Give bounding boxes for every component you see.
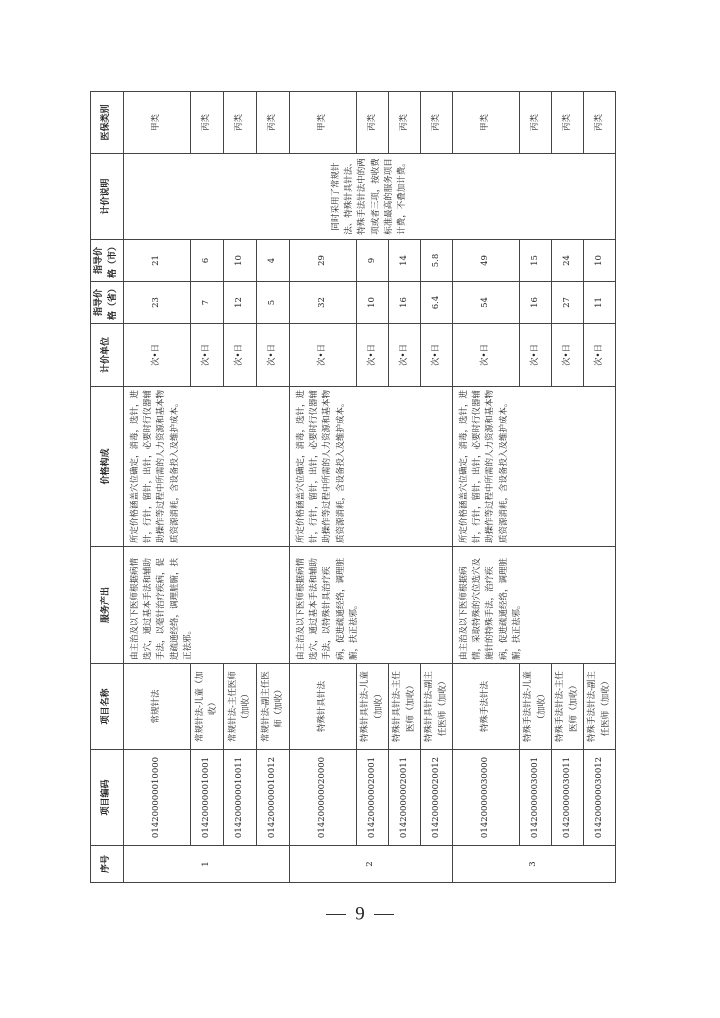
insurance-cell: 丙类 <box>421 92 453 154</box>
insurance-cell: 甲类 <box>453 92 520 154</box>
guide-price-b-cell: 49 <box>453 240 520 282</box>
guide-price-b-cell: 6 <box>191 240 224 282</box>
guide-price-b-cell: 15 <box>520 240 552 282</box>
composition-cell: 所定价格涵盖穴位确定，消毒，选针，进针，行针，留针，出针，必要时行仪器辅助操作等过程中所需的人力资源和基本物质资源消耗，含设备投入及维护成本。 <box>124 387 290 547</box>
code-cell: 014200000030012 <box>584 750 616 846</box>
guide-price-b-cell: 5.8 <box>421 240 453 282</box>
guide-price-a-cell: 5 <box>257 282 290 324</box>
insurance-cell: 丙类 <box>389 92 421 154</box>
code-cell: 014200000020011 <box>389 750 421 846</box>
code-cell: 014200000010000 <box>124 750 191 846</box>
unit-cell: 次•日 <box>191 324 224 387</box>
page-number-right-dash <box>374 914 394 915</box>
guide-price-a-cell: 11 <box>584 282 616 324</box>
code-cell: 014200000020001 <box>357 750 389 846</box>
output-cell: 由主治及以下医师根据病情选穴，通过基本手法和辅助手法，以特殊针具治疗疾病，促进疏通经络，调理脏腑，扶正祛邪。 <box>290 547 453 664</box>
name-cell: 特殊手法针法-儿童（加收） <box>520 664 552 750</box>
name-cell: 常规针法-主任医师（加收） <box>224 664 257 750</box>
header-guide-price-b: 指导价格（市） <box>91 240 124 282</box>
seq-cell: 3 <box>453 846 616 883</box>
guide-price-a-cell: 12 <box>224 282 257 324</box>
unit-cell: 次•日 <box>584 324 616 387</box>
rotated-table-frame <box>90 92 628 883</box>
guide-price-b-cell: 29 <box>290 240 357 282</box>
name-cell: 特殊针具针法-副主任医师（加收） <box>421 664 453 750</box>
name-cell: 特殊手法针法 <box>453 664 520 750</box>
guide-price-b-cell: 24 <box>552 240 584 282</box>
unit-cell: 次•日 <box>224 324 257 387</box>
guide-price-a-cell: 10 <box>357 282 389 324</box>
guide-price-a-cell: 6.4 <box>421 282 453 324</box>
header-code: 项目编码 <box>91 750 124 846</box>
table-row <box>124 92 191 883</box>
name-cell: 常规针法-副主任医师（加收） <box>257 664 290 750</box>
unit-cell: 次•日 <box>257 324 290 387</box>
name-cell: 常规针法 <box>124 664 191 750</box>
header-seq: 序号 <box>91 846 124 883</box>
insurance-cell: 丙类 <box>191 92 224 154</box>
note-cell: 同时采用了常规针法、特殊针具针法、特殊手法针法中的两项或者三项，按收费标准最高的服务项目计费，不叠加计费。 <box>124 154 616 240</box>
unit-cell: 次•日 <box>389 324 421 387</box>
guide-price-a-cell: 54 <box>453 282 520 324</box>
insurance-cell: 丙类 <box>224 92 257 154</box>
name-cell: 特殊手法针法-主任医师（加收） <box>552 664 584 750</box>
guide-price-b-cell: 10 <box>584 240 616 282</box>
composition-cell: 所定价格涵盖穴位确定，消毒，选针，进针，行针，留针，出针，必要时行仪器辅助操作等过程中所需的人力资源和基本物质资源消耗，含设备投入及维护成本。 <box>453 387 616 547</box>
unit-cell: 次•日 <box>552 324 584 387</box>
insurance-cell: 丙类 <box>520 92 552 154</box>
insurance-cell: 甲类 <box>124 92 191 154</box>
table-header-row <box>91 92 124 883</box>
price-table <box>90 91 616 883</box>
guide-price-b-cell: 9 <box>357 240 389 282</box>
header-note: 计价说明 <box>91 154 124 240</box>
code-cell: 014200000020012 <box>421 750 453 846</box>
header-unit: 计价单位 <box>91 324 124 387</box>
code-cell: 014200000030011 <box>552 750 584 846</box>
composition-cell: 所定价格涵盖穴位确定，消毒，选针，进针，行针，留针，出针，必要时行仪器辅助操作等过程中所需的人力资源和基本物质资源消耗，含设备投入及维护成本。 <box>290 387 453 547</box>
header-composition: 价格构成 <box>91 387 124 547</box>
unit-cell: 次•日 <box>421 324 453 387</box>
page-number-text: 9 <box>355 903 365 925</box>
unit-cell: 次•日 <box>357 324 389 387</box>
name-cell: 常规针法-儿童（加收） <box>191 664 224 750</box>
header-name: 项目名称 <box>91 664 124 750</box>
name-cell: 特殊针具针法-儿童（加收） <box>357 664 389 750</box>
code-cell: 014200000010001 <box>191 750 224 846</box>
code-cell: 014200000010011 <box>224 750 257 846</box>
guide-price-a-cell: 16 <box>389 282 421 324</box>
page-number-left-dash <box>326 914 346 915</box>
guide-price-a-cell: 32 <box>290 282 357 324</box>
name-cell: 特殊针具针法 <box>290 664 357 750</box>
name-cell: 特殊针具针法-主任医师（加收） <box>389 664 421 750</box>
insurance-cell: 甲类 <box>290 92 357 154</box>
unit-cell: 次•日 <box>124 324 191 387</box>
insurance-cell: 丙类 <box>257 92 290 154</box>
page-number <box>0 903 720 926</box>
output-cell: 由主治及以下医师根据病情，采取特殊的穴位选穴及施针的特殊手法，治疗疾病，促进疏通经络，调理脏腑，扶正祛邪。 <box>453 547 616 664</box>
guide-price-a-cell: 23 <box>124 282 191 324</box>
header-output: 服务产出 <box>91 547 124 664</box>
guide-price-b-cell: 4 <box>257 240 290 282</box>
insurance-cell: 丙类 <box>357 92 389 154</box>
unit-cell: 次•日 <box>520 324 552 387</box>
header-guide-price-a: 指导价格（省） <box>91 282 124 324</box>
guide-price-a-cell: 27 <box>552 282 584 324</box>
code-cell: 014200000010012 <box>257 750 290 846</box>
guide-price-b-cell: 14 <box>389 240 421 282</box>
code-cell: 014200000020000 <box>290 750 357 846</box>
insurance-cell: 丙类 <box>552 92 584 154</box>
guide-price-a-cell: 7 <box>191 282 224 324</box>
guide-price-a-cell: 16 <box>520 282 552 324</box>
code-cell: 014200000030001 <box>520 750 552 846</box>
seq-cell: 1 <box>124 846 290 883</box>
code-cell: 014200000030000 <box>453 750 520 846</box>
unit-cell: 次•日 <box>453 324 520 387</box>
insurance-cell: 丙类 <box>584 92 616 154</box>
header-insurance: 医保类别 <box>91 92 124 154</box>
unit-cell: 次•日 <box>290 324 357 387</box>
guide-price-b-cell: 21 <box>124 240 191 282</box>
guide-price-b-cell: 10 <box>224 240 257 282</box>
seq-cell: 2 <box>290 846 453 883</box>
output-cell: 由主治及以下医师根据病情选穴，通过基本手法和辅助手法，以毫针治疗疾病，促进疏通经络，调理脏腑，扶正祛邪。 <box>124 547 290 664</box>
name-cell: 特殊手法针法-副主任医师（加收） <box>584 664 616 750</box>
